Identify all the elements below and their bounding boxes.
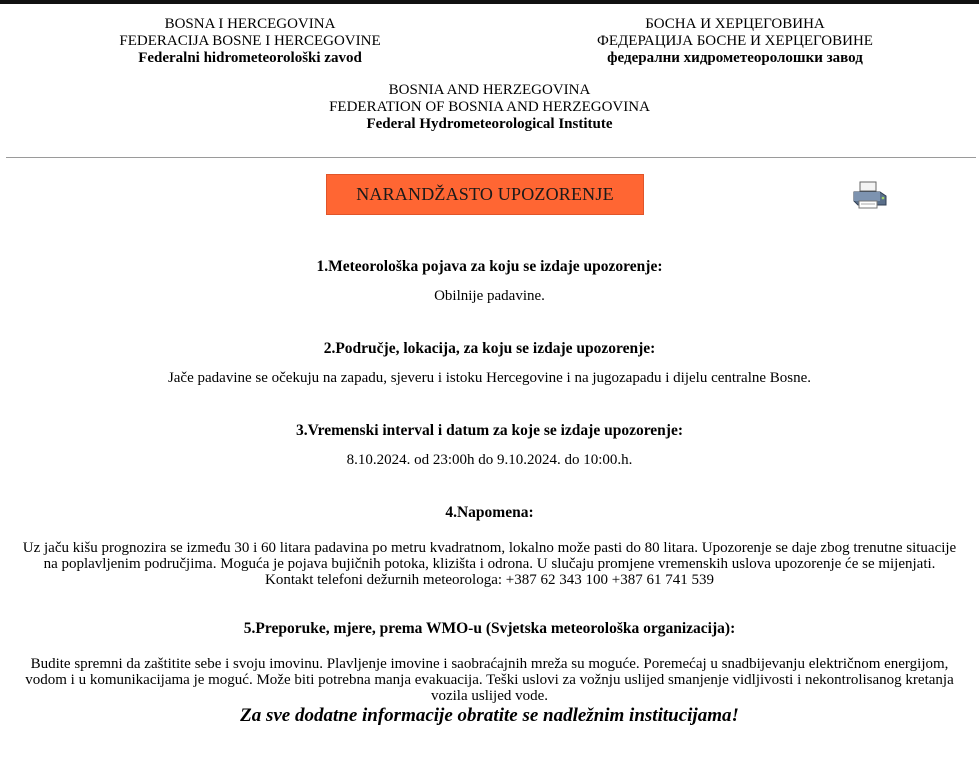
divider	[6, 157, 976, 158]
header-center-line3: Federal Hydrometeorological Institute	[366, 116, 613, 132]
section-3-title: 3.Vremenski interval i datum za koje se izdaje upozorenje:	[295, 422, 683, 439]
section-2-body: Jače padavine se očekuju na zapadu, sjeveru i istoku Hercegovine i na jugozapadu i dijelu centralne Bosne.	[167, 370, 812, 386]
closing-note: Za sve dodatne informacije obratite se nadležnim institucijama!	[240, 705, 739, 726]
header-english	[0, 82, 979, 133]
top-border	[0, 0, 979, 4]
header-left-line3: Federalni hidrometeorološki zavod	[138, 50, 362, 66]
header-center-line1: BOSNIA AND HERZEGOVINA	[388, 82, 591, 98]
warning-level-badge	[326, 174, 644, 215]
section-3-body: 8.10.2024. od 23:00h do 9.10.2024. do 10:00.h.	[346, 452, 633, 468]
header-right-line2: ФЕДЕРАЦИЈА БОСНЕ И ХЕРЦЕГОВИНЕ	[597, 33, 873, 49]
header-left-line1: BOSNA I HERCEGOVINA	[164, 16, 336, 32]
warning-level-label: NARANDŽASTO UPOZORENJE	[356, 184, 614, 204]
printer-icon[interactable]	[850, 180, 888, 210]
section-4-title: 4.Napomena:	[445, 504, 534, 521]
header-center-line2: FEDERATION OF BOSNIA AND HERZEGOVINA	[329, 99, 650, 115]
section-5-body: Budite spremni da zaštitite sebe i svoju imovinu. Plavljenje imovine i saobraćajnih mreža su moguće. Poremećaj u snadbijevanju električnom energijom, vodom i u komunikacijama je moguć. Može biti potrebna manja evakuacija. Teški uslovi za vožnju uslijed smanjenje vidljivosti i nekontrolisanog kretanja vozila uslijed vode.	[25, 656, 954, 704]
header-cyrillic	[580, 16, 890, 67]
header-latin-bosnian	[100, 16, 400, 67]
header-right-line3: федерални хидрометеоролошки завод	[607, 50, 863, 66]
section-2-title: 2.Područje, lokacija, za koju se izdaje upozorenje:	[323, 340, 656, 357]
section-1-body: Obilnije padavine.	[434, 288, 545, 304]
section-1-title: 1.Meteorološka pojava za koju se izdaje upozorenje:	[316, 258, 663, 275]
header-right-line1: БОСНА И ХЕРЦЕГОВИНА	[645, 16, 825, 32]
section-4-body: Uz jaču kišu prognozira se između 30 i 60 litara padavina po metru kvadratnom, lokalno može pasti do 80 litara. Upozorenje se daje zbog trenutne situacije na poplavljenim područjima. Moguća je pojava bujičnih potoka, klizišta i odrona. U slučaju promjene vremenskih uslova upozorenje će se mijenjati. Kontakt telefoni dežurnih meteorologa: +387 62 343 100 +387 61 741 539	[22, 540, 957, 588]
header-left-line2: FEDERACIJA BOSNE I HERCEGOVINE	[119, 33, 381, 49]
section-5-title: 5.Preporuke, mjere, prema WMO-u (Svjetska meteorološka organizacija):	[243, 620, 736, 637]
